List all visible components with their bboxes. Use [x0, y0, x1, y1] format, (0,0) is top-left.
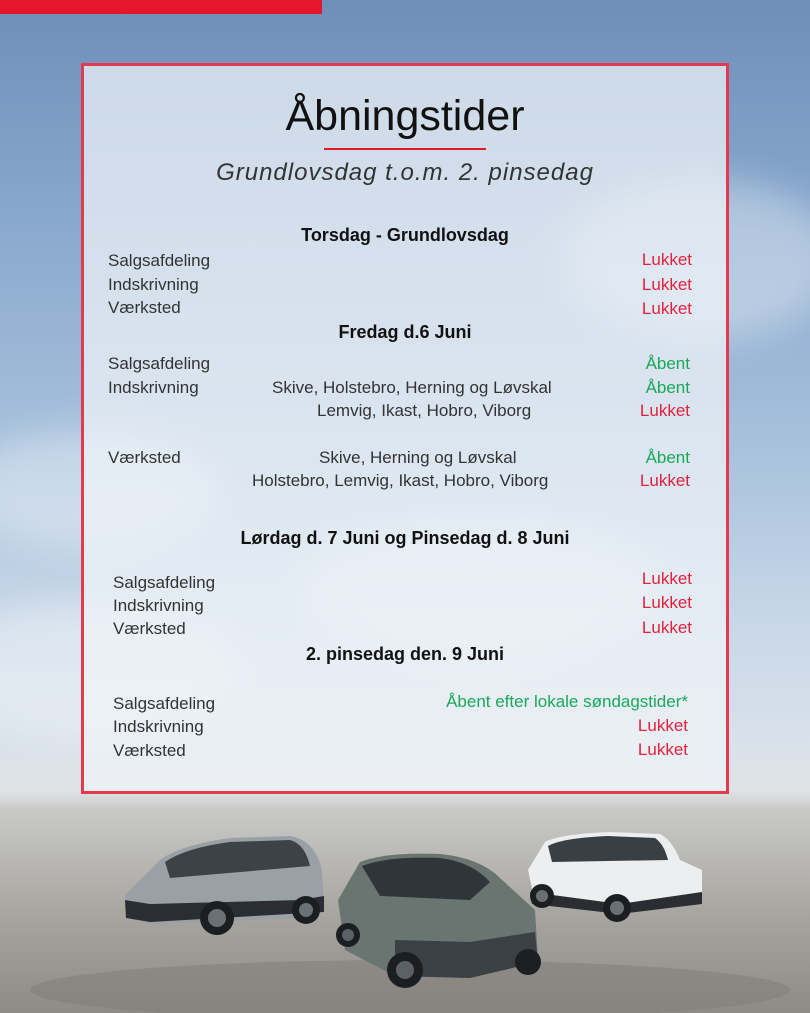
dept-label: Indskrivning: [108, 275, 199, 294]
title-underline: [324, 148, 486, 150]
status-closed: Lukket: [637, 716, 688, 735]
car-right-image: [528, 832, 702, 922]
page-subtitle: Grundlovsdag t.o.m. 2. pinsedag: [216, 159, 594, 186]
brand-accent-bar: [0, 0, 322, 14]
status-closed: Lukket: [641, 569, 692, 588]
location-list: Holstebro, Lemvig, Ikast, Hobro, Viborg: [252, 471, 549, 490]
status-closed: Lukket: [641, 593, 692, 612]
dept-label: Indskrivning: [113, 596, 204, 615]
dept-label: Indskrivning: [108, 378, 199, 397]
section-heading-fredag: Fredag d.6 Juni: [338, 322, 472, 342]
page-title: Åbningstider: [285, 92, 525, 140]
section-heading-torsdag: Torsdag - Grundlovsdag: [301, 225, 509, 245]
location-list: Skive, Herning og Løvskal: [319, 448, 517, 467]
status-open: Åbent: [645, 354, 690, 373]
status-closed: Lukket: [641, 299, 692, 318]
status-closed: Lukket: [637, 740, 688, 759]
status-closed: Lukket: [641, 275, 692, 294]
status-open: Åbent: [645, 448, 690, 467]
dept-label: Salgsafdeling: [108, 251, 211, 270]
cars-illustration: [0, 800, 810, 1013]
dept-label: Værksted: [108, 448, 181, 467]
section-heading-pinsedag: 2. pinsedag den. 9 Juni: [305, 644, 505, 664]
status-open: Åbent efter lokale søndagstider*: [446, 692, 688, 711]
dept-label: Salgsafdeling: [108, 354, 211, 373]
dept-label: Værksted: [113, 619, 186, 638]
car-left-image: [125, 836, 324, 935]
dept-label: Salgsafdeling: [113, 573, 216, 592]
status-closed: Lukket: [641, 250, 692, 269]
dept-label: Salgsafdeling: [113, 694, 216, 713]
status-closed: Lukket: [639, 401, 690, 420]
status-closed: Lukket: [641, 618, 692, 637]
dept-label: Indskrivning: [113, 717, 204, 736]
location-list: Lemvig, Ikast, Hobro, Viborg: [317, 401, 532, 420]
dept-label: Værksted: [108, 298, 181, 317]
status-closed: Lukket: [639, 471, 690, 490]
dept-label: Værksted: [113, 741, 186, 760]
section-heading-lordag: Lørdag d. 7 Juni og Pinsedag d. 8 Juni: [240, 528, 570, 548]
opening-hours-panel: [81, 63, 729, 794]
location-list: Skive, Holstebro, Herning og Løvskal: [272, 378, 552, 397]
status-open: Åbent: [645, 378, 690, 397]
